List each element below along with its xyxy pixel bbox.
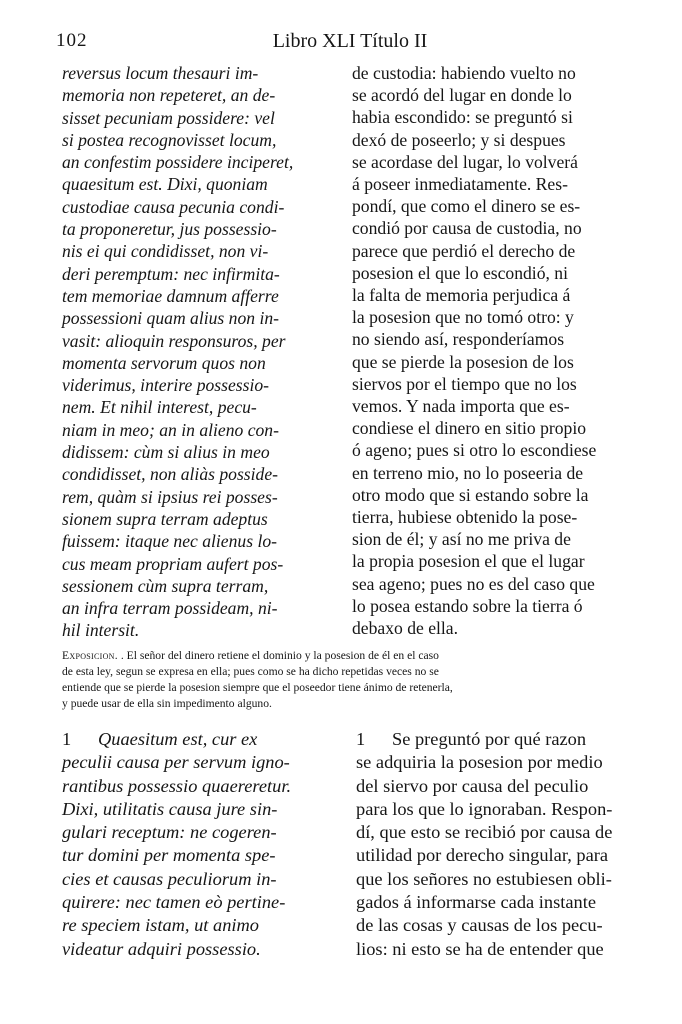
text-line: rantibus possessio quaereretur. — [62, 775, 292, 796]
text-line: re speciem istam, ut animo — [62, 915, 259, 936]
latin-section-1 — [62, 728, 334, 961]
text-line: possessioni quam alius non in- — [62, 308, 280, 329]
text-line: custodiae causa pecunia condi- — [62, 196, 285, 217]
text-line: otro modo que si estando sobre la — [352, 484, 589, 505]
text-line: peculii causa per servum igno- — [62, 752, 290, 773]
text-line: sessionem cùm supra terram, — [62, 575, 269, 596]
latin-section-1-opening: Quaesitum est, cur ex — [98, 729, 258, 749]
text-line: en terreno mio, no lo poseeria de — [352, 462, 584, 483]
text-line: pondí, que como el dinero se es- — [352, 196, 581, 217]
text-line: condió por causa de custodia, no — [352, 218, 582, 239]
text-line: sionem supra terram adeptus — [62, 508, 268, 529]
exposicion-line: y puede usar de ella sin impedimento alguno. — [62, 697, 272, 710]
text-line: no siendo así, responderíamos — [352, 329, 565, 350]
spanish-section-1-opening: Se preguntó por qué razon — [392, 729, 587, 749]
text-line: la propia posesion el que el lugar — [352, 551, 585, 572]
page-number: 102 — [56, 30, 88, 51]
exposicion-line: entiende que se pierde la posesion siempre que el poseedor tiene ánimo de retenerla, — [62, 681, 453, 694]
text-line: sea ageno; pues no es del caso que — [352, 573, 595, 594]
text-line: tur domini per momenta spe- — [62, 845, 276, 866]
text-line: cus meam propriam aufert pos- — [62, 553, 284, 574]
text-line: an confestim possidere inciperet, — [62, 152, 294, 173]
text-line: parece que perdió el derecho de — [352, 240, 576, 261]
text-line: de las cosas y causas de los pecu- — [356, 915, 603, 936]
text-line: dí, que esto se recibió por causa de — [356, 822, 613, 843]
spanish-section-1-body — [356, 751, 630, 961]
text-line: vemos. Y nada importa que es- — [352, 396, 570, 417]
text-line: Dixi, utilitatis causa jure sin- — [62, 798, 278, 819]
text-line: videatur adquiri possessio. — [62, 938, 261, 959]
text-line: momenta servorum quos non — [62, 352, 266, 373]
text-line: á poseer inmediatamente. Res- — [352, 174, 568, 195]
text-line: didissem: cùm si alius in meo — [62, 442, 270, 463]
text-line: viderimus, interire possessio- — [62, 375, 270, 396]
text-line: ó ageno; pues si otro lo escondiese — [352, 440, 597, 461]
text-line: condiese el dinero en sitio propio — [352, 418, 587, 439]
text-line: reversus locum thesauri im- — [62, 63, 259, 83]
text-line: nem. Et nihil interest, pecu- — [62, 397, 257, 418]
text-line: siervos por el tiempo que no los — [352, 373, 577, 394]
text-line: gulari receptum: ne cogeren- — [62, 822, 277, 843]
exposicion-text: El señor del dinero retiene el dominio y la posesion de él en el caso — [126, 649, 439, 662]
text-line: posesion el que lo escondió, ni — [352, 262, 568, 283]
text-line: lios: ni esto se ha de entender que — [356, 938, 604, 959]
exposicion-label: Exposicion. — [62, 649, 118, 662]
text-line: vasit: alioquin responsuros, per — [62, 330, 286, 351]
text-line: lo posea estando sobre la tierra ó — [352, 595, 583, 616]
text-line: la falta de memoria perjudica á — [352, 285, 571, 306]
text-line: si postea recognovisset locum, — [62, 129, 277, 150]
text-line: habia escondido: se preguntó si — [352, 107, 573, 128]
text-line: niam in meo; an in alieno con- — [62, 419, 279, 440]
text-line: se adquiria la posesion por medio — [356, 752, 603, 773]
latin-column — [62, 62, 330, 642]
spanish-column — [352, 62, 628, 639]
text-line: dexó de poseerlo; y si despues — [352, 129, 566, 150]
text-line: deri peremptum: nec infirmita- — [62, 263, 280, 284]
text-line: ta proponeretur, jus possessio- — [62, 219, 277, 240]
exposicion-line: de esta ley, segun se expresa en ella; pues como se ha dicho repetidas veces no se — [62, 665, 439, 678]
text-line: sion de él; y así no me priva de — [352, 529, 571, 550]
text-line: cies et causas peculiorum in- — [62, 868, 277, 889]
section-number: 1 — [356, 729, 366, 749]
text-line: tierra, hubiese obtenido la pose- — [352, 507, 578, 528]
text-line: sisset pecuniam possidere: vel — [62, 107, 275, 128]
text-line: rem, quàm si ipsius rei posses- — [62, 486, 278, 507]
text-line: debaxo de ella. — [352, 618, 459, 639]
text-line: memoria non repeteret, an de- — [62, 85, 276, 106]
exposicion-note — [62, 648, 630, 712]
latin-section-1-first-line — [62, 728, 334, 751]
text-line: para los que lo ignoraban. Respon- — [356, 798, 613, 819]
text-line: se acordó del lugar en donde lo — [352, 85, 572, 106]
text-line: condidisset, non aliàs posside- — [62, 464, 279, 485]
spanish-section-1 — [356, 728, 630, 961]
running-title: Libro XLI Título II — [272, 30, 428, 52]
text-line: an infra terram possideam, ni- — [62, 598, 278, 619]
text-line: quaesitum est. Dixi, quoniam — [62, 174, 268, 195]
text-line: tem memoriae damnum afferre — [62, 285, 279, 306]
text-line: se acordase del lugar, lo volverá — [352, 151, 578, 172]
text-line: fuissem: itaque nec alienus lo- — [62, 531, 277, 552]
section-number: 1 — [62, 729, 72, 749]
text-line: de custodia: habiendo vuelto no — [352, 63, 576, 83]
exposicion-line: Exposicion. . El señor del dinero retiene el dominio y la posesion de él en el caso — [62, 649, 439, 662]
text-line: hil intersit. — [62, 620, 140, 641]
text-line: del siervo por causa del peculio — [356, 775, 589, 796]
text-line: quirere: nec tamen eò pertine- — [62, 892, 286, 913]
text-line: que se pierde la posesion de los — [352, 351, 574, 372]
text-line: que los señores no estubiesen obli- — [356, 868, 612, 889]
spanish-section-1-first-line — [356, 728, 630, 751]
text-line: nis ei qui condidisset, non vi- — [62, 241, 269, 262]
text-line: la posesion que no tomó otro: y — [352, 307, 574, 328]
text-line: utilidad por derecho singular, para — [356, 845, 609, 866]
latin-section-1-body — [62, 751, 334, 961]
text-line: gados á informarse cada instante — [356, 892, 597, 913]
